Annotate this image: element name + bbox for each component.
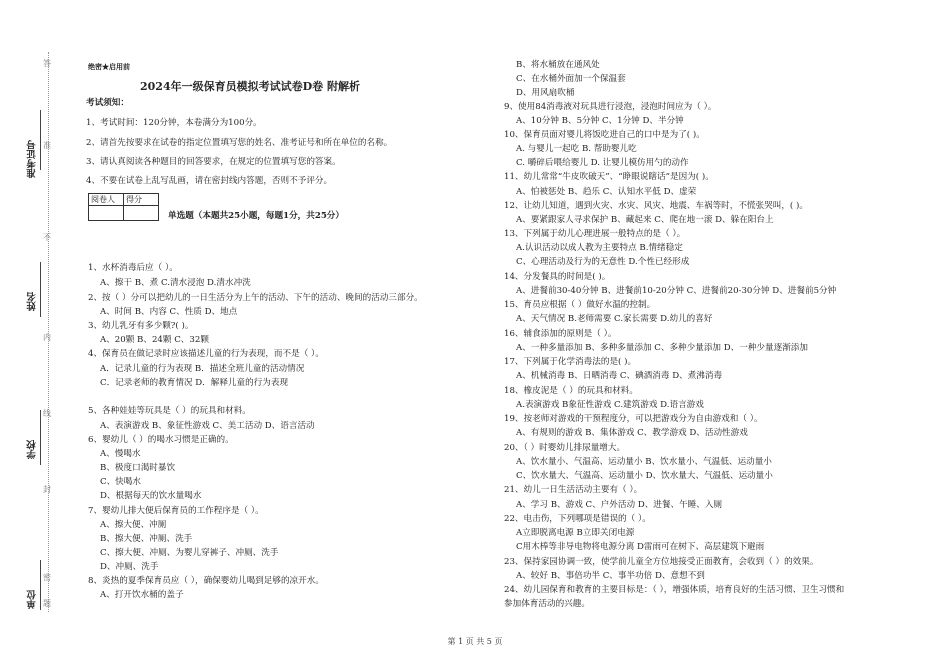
notice-item: 3、请认真阅读各种题目的回答要求，在规定的位置填写您的答案。 xyxy=(86,157,341,167)
question-line: A、一种多量添加 B、多种多量添加 C、多种少量添加 D、一种少量逐渐添加 xyxy=(516,343,808,353)
question-line: C、擦大便、冲厕、为婴儿穿裤子、冲厕、洗手 xyxy=(100,548,279,558)
question-line: C．记录老师的教育情况 D．解释儿童的行为表现 xyxy=(100,378,289,388)
sidebar-label-school: 学校 xyxy=(27,440,38,459)
question-line: 6、婴幼儿（ ）的喝水习惯是正确的。 xyxy=(88,435,234,445)
score-cell xyxy=(124,206,159,221)
question-line: A、20颗 B、24颗 C、32颗 xyxy=(100,335,209,345)
question-line: A.认识活动以成人教为主要特点 B.情绪稳定 xyxy=(516,243,683,253)
notice-item: 1、考试时间：120分钟，本卷满分为100分。 xyxy=(86,118,262,128)
exam-id-fill-line xyxy=(40,110,41,170)
question-line: A、擦大便、冲厕 xyxy=(100,520,167,530)
question-line: 5、各种娃娃等玩具是（ ）的玩具和材料。 xyxy=(88,406,251,416)
question-line: 9、使用84消毒液对玩具进行浸泡，浸泡时间应为（ ）。 xyxy=(504,102,717,112)
notice-heading: 考试须知： xyxy=(86,98,129,108)
question-line: 19、按老师对游戏的干预程度分，可以把游戏分为自由游戏和（ ）。 xyxy=(504,414,763,424)
notice-item: 4、不要在试卷上乱写乱画，请在密封线内答题，否则不予评分。 xyxy=(86,176,333,186)
question-line: 22、电击伤，下列哪项是错误的（ ）。 xyxy=(504,514,651,524)
question-line: B、擦大便、冲厕、洗手 xyxy=(100,534,193,544)
question-line: 2、按（ ）分可以把幼儿的一日生活分为上午的活动、下午的活动、晚间的活动三部分。 xyxy=(88,293,423,303)
question-line: A．记录儿童的行为表现 B．描述全班儿童的活动情况 xyxy=(100,364,305,374)
binding-char: 答 xyxy=(43,59,51,68)
question-line: 14、分发餐具的时间是( )。 xyxy=(504,272,611,282)
question-line: 23、保持家园协调一致，使学前儿童全方位地接受正面教育，会收到（ ）的效果。 xyxy=(504,557,819,567)
question-line: 4、保育员在做记录时应该描述儿童的行为表现，而不是（ ）。 xyxy=(88,349,324,359)
binding-char: 不 xyxy=(43,233,51,242)
reviewer-cell xyxy=(89,206,124,221)
question-line: A、进餐前30-40分钟 B、进餐前10-20分钟 C、进餐前20-30分钟 D、进餐前5分钟 xyxy=(516,286,837,296)
question-line: A、擦干 B、煮 C.清水浸泡 D.清水冲洗 xyxy=(100,278,251,288)
question-line: A、慢喝水 xyxy=(100,449,141,459)
question-line: 18、橡皮泥是（ ）的玩具和材料。 xyxy=(504,386,638,396)
school-fill-line xyxy=(40,410,41,465)
question-line: A.表演游戏 B象征性游戏 C.建筑游戏 D.语言游戏 xyxy=(516,400,704,410)
question-line: A、表演游戏 B、象征性游戏 C、美工活动 D、语言活动 xyxy=(100,421,315,431)
unit-fill-line xyxy=(40,560,41,610)
secret-mark: 绝密★启用前 xyxy=(88,62,130,71)
question-line: 21、幼儿一日生活活动主要有（ ）。 xyxy=(504,485,643,495)
question-line: 10、保育员面对婴儿将饭吃进自己的口中是为了( )。 xyxy=(504,130,705,140)
notice-item: 2、请首先按要求在试卷的指定位置填写您的姓名、准考证号和所在单位的名称。 xyxy=(86,138,393,148)
question-line: 20、（ ）时婴幼儿排尿量增大。 xyxy=(504,443,626,453)
question-line: 7、婴幼儿排大便后保育员的工作程序是（ ）。 xyxy=(88,506,264,516)
question-line: C、心理活动及行为的无意性 D.个性已经形成 xyxy=(516,257,690,267)
question-line: 13、下列属于幼儿心理进展一般特点的是（ ）。 xyxy=(504,229,686,239)
question-line: 24、幼儿园保育和教育的主要目标是：（ ），增强体质，培育良好的生活习惯、卫生习惯和 xyxy=(504,585,845,595)
sidebar-label-unit: 单位 xyxy=(27,590,38,609)
question-line: A、学习 B、游戏 C、户外活动 D、进餐、午睡、入厕 xyxy=(516,500,723,510)
question-line: D、用风扇吹桶 xyxy=(516,88,575,98)
question-line: A、饮水量小、气温高、运动量小 B、饮水量小、气温低、运动量小 xyxy=(516,457,772,467)
question-line: A、天气情况 B.老师需要 C.家长需要 D.幼儿的喜好 xyxy=(516,314,713,324)
question-line: 1、水杯消毒后应（ ）。 xyxy=(88,263,178,273)
question-line: A、打开饮水桶的盖子 xyxy=(100,590,184,600)
question-line: A、有规则的游戏 B、集体游戏 C、教学游戏 D、活动性游戏 xyxy=(516,428,748,438)
sidebar-label-exam-id: 准考证号 xyxy=(27,140,38,178)
name-fill-line xyxy=(40,262,41,317)
binding-char: 准 xyxy=(43,141,51,150)
binding-char: 题 xyxy=(43,599,51,608)
question-line: C、饮水量大、气温高、运动量小 D、饮水量大、气温低、运动量小 xyxy=(516,471,773,481)
question-line: C用木棒等非导电物将电源分离 D雷雨可在树下、高层建筑下避雨 xyxy=(516,542,765,552)
page-title: 2024年一级保育员模拟考试试卷D卷 附解析 xyxy=(140,80,360,93)
question-line: A、10分钟 B、5分钟 C、1分钟 D、半分钟 xyxy=(516,116,684,126)
question-line: A、要紧跟家人寻求保护 B、藏起来 C、爬在地一滚 D、躲在阳台上 xyxy=(516,215,774,225)
question-line: B、将水桶放在通风处 xyxy=(516,60,600,70)
question-line: 16、辅食添加的原则是（ ）。 xyxy=(504,329,617,339)
question-line: 参加体育活动的兴趣。 xyxy=(504,599,590,609)
question-line: A. 与婴儿一起吃 B. 帮助婴儿吃 xyxy=(516,144,637,154)
question-line: A、时间 B、内容 C、性质 D、地点 xyxy=(100,307,238,317)
score-header: 得分 xyxy=(124,194,159,206)
sidebar-label-name: 姓名 xyxy=(27,292,38,311)
binding-char: 内 xyxy=(43,333,51,342)
question-line: C. 嚼碎后喂给婴儿 D. 让婴儿模仿用勺的动作 xyxy=(516,158,689,168)
question-line: 11、幼儿常常“牛皮吹破天”、“睁眼说瞎话”是因为( )。 xyxy=(504,172,714,182)
binding-char: 密 xyxy=(43,573,51,582)
question-line: A、怕被惩处 B、趋乐 C、认知水平低 D、虚荣 xyxy=(516,187,697,197)
score-box xyxy=(88,193,159,221)
binding-char: 封 xyxy=(43,485,51,494)
binding-char: 线 xyxy=(43,409,51,418)
question-line: 3、幼儿乳牙有多少颗?( )。 xyxy=(88,321,194,331)
question-line: A、较好 B、事倍功半 C、事半功倍 D、意想不到 xyxy=(516,571,705,581)
page-footer: 第 1 页 共 5 页 xyxy=(447,637,503,646)
reviewer-header: 阅卷人 xyxy=(89,194,124,206)
question-line: 12、让幼儿知道，遇到火灾、水灾、风灾、地震、车祸等时，不慌张哭叫，( )。 xyxy=(504,201,808,211)
question-line: 15、育员应根据（ ）做好水温的控制。 xyxy=(504,300,656,310)
question-line: D、冲厕、洗手 xyxy=(100,562,159,572)
question-line: 17、下列属于化学消毒法的是( )。 xyxy=(504,357,637,367)
question-line: C、在水桶外面加一个保温套 xyxy=(516,74,626,84)
question-line: B、极度口渴时暴饮 xyxy=(100,463,176,473)
section-heading: 单选题（本题共25小题，每题1分，共25分） xyxy=(168,211,344,221)
question-line: 8、炎热的夏季保育员应（ ），确保婴幼儿喝到足够的凉开水。 xyxy=(88,576,324,586)
question-line: C、快喝水 xyxy=(100,477,141,487)
question-line: D、根据每天的饮水量喝水 xyxy=(100,491,202,501)
question-line: A立即脱离电源 B立即关闭电源 xyxy=(516,528,635,538)
question-line: A、机械消毒 B、日晒消毒 C、碘酒消毒 D、煮沸消毒 xyxy=(516,371,723,381)
